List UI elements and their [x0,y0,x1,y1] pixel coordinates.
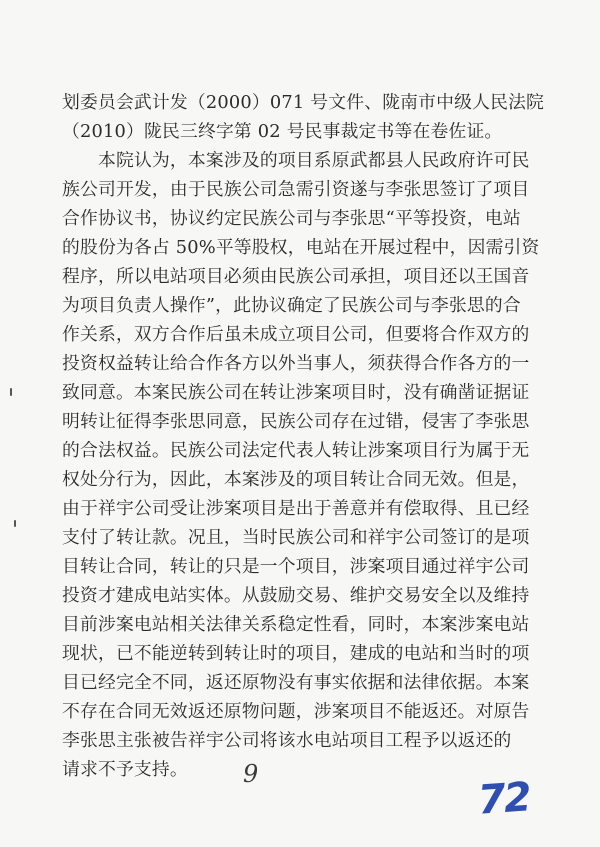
text-line: 目已经完全不同，返还原物没有事实依据和法律依据。本案 [62,672,530,693]
text-line: 投资权益转让给合作各方以外当事人，须获得合作各方的一 [62,353,530,374]
text-line: 明转让征得李张思同意，民族公司存在过错，侵害了李张思 [62,411,530,432]
page-number: 9 [243,760,259,788]
text-line: 目前涉案电站相关法律关系稳定性看，同时，本案涉案电站 [62,614,530,635]
text-line: 本院认为，本案涉及的项目系原武都县人民政府许可民 [98,150,530,171]
text-line: 投资才建成电站实体。从鼓励交易、维护交易安全以及维持 [62,585,530,606]
scan-mark [10,388,12,396]
text-line: 作关系，双方合作后虽未成立项目公司，但要将合作双方的 [62,324,530,345]
text-line: 合作协议书，协议约定民族公司与李张思“平等投资，电站 [62,208,521,229]
text-line: 不存在合同无效返还原物问题，涉案项目不能返还。对原告 [62,701,530,722]
text-line: 目转让合同，转让的只是一个项目，涉案项目通过祥宇公司 [62,556,530,577]
text-line: 由于祥宇公司受让涉案项目是出于善意并有偿取得、且已经 [62,498,530,519]
text-line: 族公司开发，由于民族公司急需引资遂与李张思签订了项目 [62,179,530,200]
text-line: 支付了转让款。况且，当时民族公司和祥宇公司签订的是项 [62,527,530,548]
text-line: 权处分行为，因此，本案涉及的项目转让合同无效。但是， [62,469,530,490]
text-line: 的股份为各占 50%平等股权，电站在开展过程中，因需引资 [62,237,540,258]
text-line: 请求不予支持。 [62,759,188,780]
text-line: 的合法权益。民族公司法定代表人转让涉案项目行为属于无 [62,440,530,461]
text-line: 为项目负责人操作”，此协议确定了民族公司与李张思的合 [62,295,521,316]
scan-mark [14,520,16,527]
text-line: 程序，所以电站项目必须由民族公司承担，项目还以王国音 [62,266,530,287]
text-line: （2010）陇民三终字第 02 号民事裁定书等在卷佐证。 [62,121,503,142]
archive-page-number: 72 [476,774,532,824]
text-line: 划委员会武计发（2000）071 号文件、陇南市中级人民法院 [62,92,545,113]
text-line: 李张思主张被告祥宇公司将该水电站项目工程予以返还的 [62,730,512,751]
text-line: 现状，已不能逆转到转让时的项目，建成的电站和当时的项 [62,643,530,664]
text-line: 致同意。本案民族公司在转让涉案项目时，没有确凿证据证 [62,382,530,403]
